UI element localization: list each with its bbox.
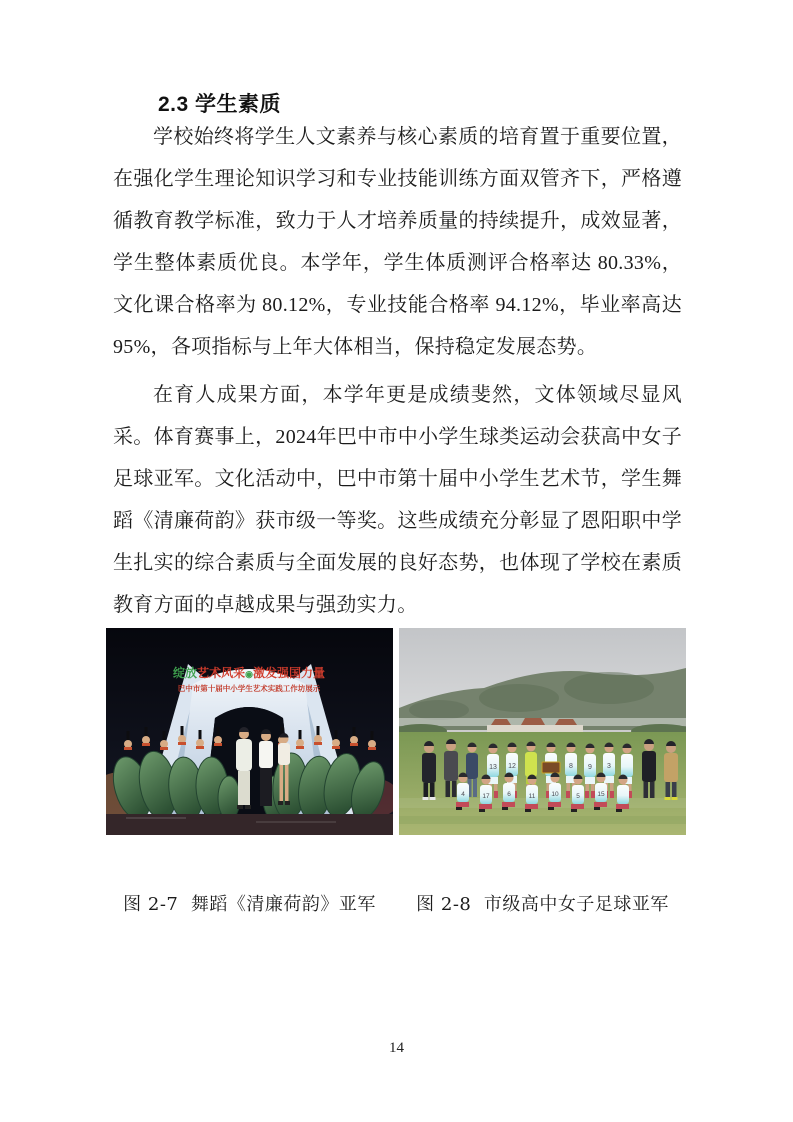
figures-row <box>106 628 686 835</box>
arch-banner-title: 绽放艺术风采◉激发强国力量 <box>173 666 325 680</box>
svg-text:13: 13 <box>489 764 497 771</box>
figure-caption-2-7: 图 2-7 舞蹈《清廉荷韵》亚军 <box>123 894 376 915</box>
captions-row <box>106 890 686 916</box>
football-team-photo-art <box>399 628 686 835</box>
page-number: 14 <box>389 1040 404 1056</box>
svg-text:17: 17 <box>482 793 490 800</box>
award-plaque <box>542 762 560 773</box>
svg-text:15: 15 <box>597 791 605 798</box>
arch-banner-subtitle: 巴中市第十届中小学生艺术实践工作坊展示 <box>177 684 321 693</box>
svg-text:5: 5 <box>576 793 580 800</box>
paragraph-achievements: 在育人成果方面，本学年更是成绩斐然，文体领域尽显风采。体育赛事上，2024年巴中市中小学生球类运动会获高中女子足球亚军。文化活动中，巴中市第十届中小学生艺术节，学生舞蹈《清廉荷韵》获市级一等奖。这些成绩充分彰显了恩阳职中学生扎实的综合素质与全面发展的良好态势，也体现了学校在素质教育方面的卓越成果与强劲实力。 <box>113 384 682 616</box>
building <box>487 718 583 734</box>
svg-text:12: 12 <box>508 763 516 770</box>
svg-text:4: 4 <box>461 791 465 798</box>
football-team-photo <box>399 628 686 835</box>
svg-text:9: 9 <box>588 764 592 771</box>
svg-text:3: 3 <box>607 763 611 770</box>
paragraph-student-quality: 学校始终将学生人文素养与核心素质的培育置于重要位置，在强化学生理论知识学习和专业技能训练方面双管齐下，严格遵循教育教学标准，致力于人才培养质量的持续提升，成效显著，学生整体素质优良。本学年，学生体质测评合格率达 80.33%，文化课合格率为 80.12%，专业技能合格率 94.12%，毕业率高达 95%，各项指标与上年大体相当，保持稳定发展态势。 <box>113 126 682 358</box>
festival-dance-photo <box>106 628 393 835</box>
festival-dance-photo-art <box>106 628 393 835</box>
figure-caption-2-8: 图 2-8 市级高中女子足球亚军 <box>416 894 669 915</box>
section-heading: 2.3 学生素质 <box>158 93 282 116</box>
svg-text:10: 10 <box>551 791 559 798</box>
svg-text:6: 6 <box>507 791 511 798</box>
center-figures <box>236 727 290 809</box>
svg-text:8: 8 <box>569 763 573 770</box>
svg-text:11: 11 <box>528 793 536 800</box>
